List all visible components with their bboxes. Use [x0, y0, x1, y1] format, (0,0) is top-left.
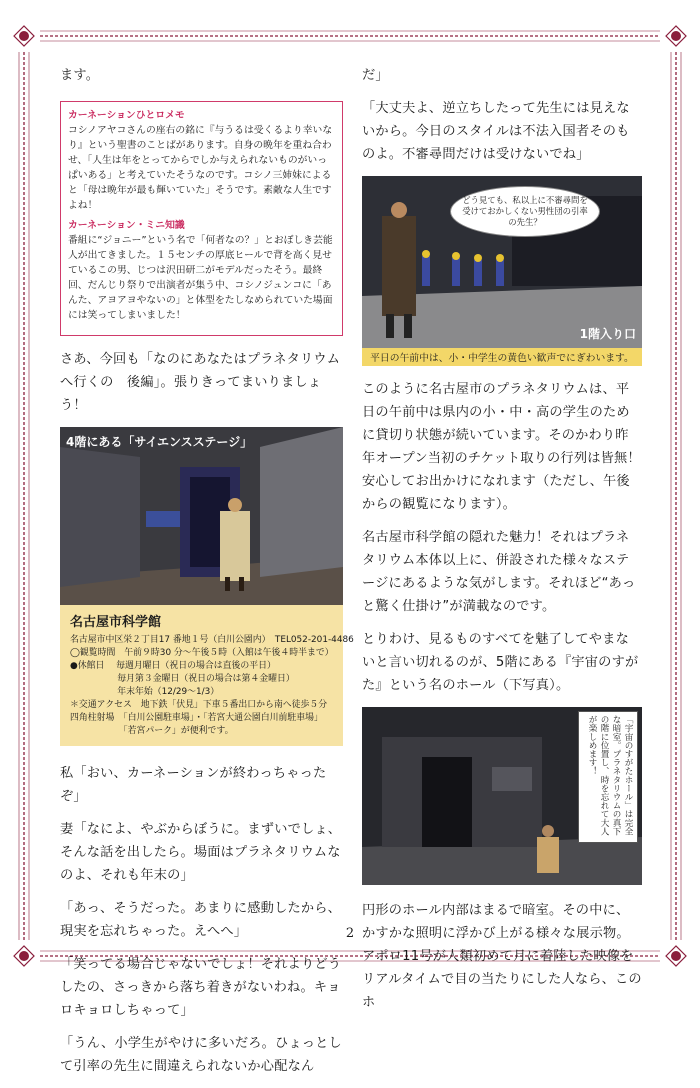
museum-info-line: 毎月第３金曜日（祝日の場合は第４金曜日） — [70, 674, 295, 684]
body-paragraph: 円形のホール内部はまるで暗室。その中に、かすかな照明に浮かび上がる様々な展示物。アポロ11号が人類初めて月に着陸した映像をリアルタイムで目の当たりにした人なら、このホ — [362, 903, 642, 1010]
cosmos-hall-photo — [362, 707, 642, 885]
museum-info-line: 「若宮パーク」が便利です。 — [70, 726, 234, 736]
body-paragraph: 名古屋市科学館の隠れた魅力！それはプラネタリウム本体以上に、併設された様々なステージにあるような気がします。それほど“あっと驚く仕掛け”が満載なのです。 — [362, 530, 636, 614]
science-stage-photo — [60, 427, 343, 605]
entrance-caption: 平日の午前中は、小・中学生の黄色い歓声でにぎわいます。 — [362, 348, 642, 366]
museum-info-line: ◯観覧時間 午前９時30 分～午後５時（入館は午後４時半まで） — [70, 648, 334, 658]
dialogue-paragraph: 「笑ってる場合じゃないでしょ！それよりどうしたの、さっきから落ち着きがないわね。キョロキョロしちゃって」 — [60, 957, 342, 1018]
memo-text-1: コシノアヤコさんの座右の銘に『与うるは受くるより幸いなり』という聖書のことばがあります。自身の晩年を重ね合わせ、「人生は年をとってからでしか与えられないものがいっぱいある」と考えていたそうなのです。コシノ三姉妹によると「母は晩年が最も輝いていた」そうです。素敵な人生ですよね！ — [68, 125, 333, 211]
memo-heading-1: カーネーションひとロメモ — [68, 110, 185, 121]
dialogue-paragraph: 「うん、小学生がやけに多いだろ。ひょっとして引率の先生に間違えられないか心配なん — [60, 1036, 342, 1074]
right-column — [362, 64, 642, 1024]
dialogue-paragraph: 私「おい、カーネーションが終わっちゃったぞ」 — [60, 766, 327, 804]
museum-info-box — [60, 605, 354, 746]
museum-name: 名古屋市科学館 — [70, 615, 162, 630]
cosmos-hall-caption: 「宇宙のすがたホール」は完全な暗室。プラネタリウムの真下の階に位置し、時を忘れて大人が楽しめます！ — [578, 711, 638, 843]
right-top-text: だ」 — [362, 68, 389, 83]
memo-text-2: 番組に“ジョニー”という名で「何者なの？」とおぼしき芸能人が出てきました。１５センチの厚底ヒールで背を高く見せているこの男、じつは沢田研二がモデルだったそう。最終回、だんじり祭りで出演者が集う中、コシノジュンコに「あんた、アヨアヨやないの」と体型をたしなめられていた場面には笑ってしまいました！ — [68, 235, 333, 321]
science-stage-scene — [60, 427, 343, 605]
museum-info-line: ●休館日 毎週月曜日（祝日の場合は直後の平日） — [70, 661, 276, 671]
left-top-text: ます。 — [60, 68, 100, 83]
page-number: 2 — [345, 926, 355, 941]
dialogue-paragraph: 「あっ、そうだった。あまりに感動したから、現実を忘れちゃった。えへへ」 — [60, 901, 342, 939]
body-paragraph: とりわけ、見るものすべてを魅了してやまないと言い切れるのが、5階にある『宇宙のすがた』という名のホール（下写真）。 — [362, 632, 639, 693]
museum-info-line: 四角柱射場 「白川公園駐車場」・「若宮大通公園白川前駐車場」 — [70, 713, 323, 723]
body-paragraph: このように名古屋市のプラネタリウムは、平日の午前中は県内の小・中・高の学生のために貸切り状態が続いています。そのかわり昨年オープン当初のチケット取りの行列は皆無！安心してお出かけになれます（ただし、午後からの観覧になります）。 — [362, 382, 641, 512]
memo-heading-2: カーネーション・ミニ知識 — [68, 220, 185, 231]
museum-info-line: 名古屋市中区栄２丁目17 番地１号（白川公園内） TEL052-201-4486 — [70, 635, 354, 645]
museum-info-line: ＊交通アクセス 地下鉄「伏見」下車５番出口から南へ徒歩５分 — [70, 700, 328, 710]
dialogue-paragraph: 妻「なによ、やぶからぼうに。まずいでしょ、そんな話を出したら。場面はプラネタリウムなのよ、それも年末の」 — [60, 822, 342, 883]
entrance-label: 1階入り口 — [579, 327, 636, 341]
carnation-memo-box — [60, 101, 343, 336]
entrance-photo — [362, 176, 642, 348]
museum-info-line: 年末年始（12/29～1/3） — [70, 687, 220, 697]
science-stage-label: 4階にある「サイエンスステージ」 — [66, 435, 253, 449]
intro-paragraph: さあ、今回も「なのにあなたはプラネタリウムへ行くの 後編」。張りきってまいりましょう！ — [60, 352, 341, 413]
dialogue-paragraph: 「大丈夫よ、逆立ちしたって先生には見えないから。今日のスタイルは不法入国者そのものよ。不審尋問だけは受けないでね」 — [362, 101, 630, 162]
speech-bubble: どう見ても、私以上に不審尋問を受けておかしくない男性団の引率の先生？ — [450, 186, 600, 237]
